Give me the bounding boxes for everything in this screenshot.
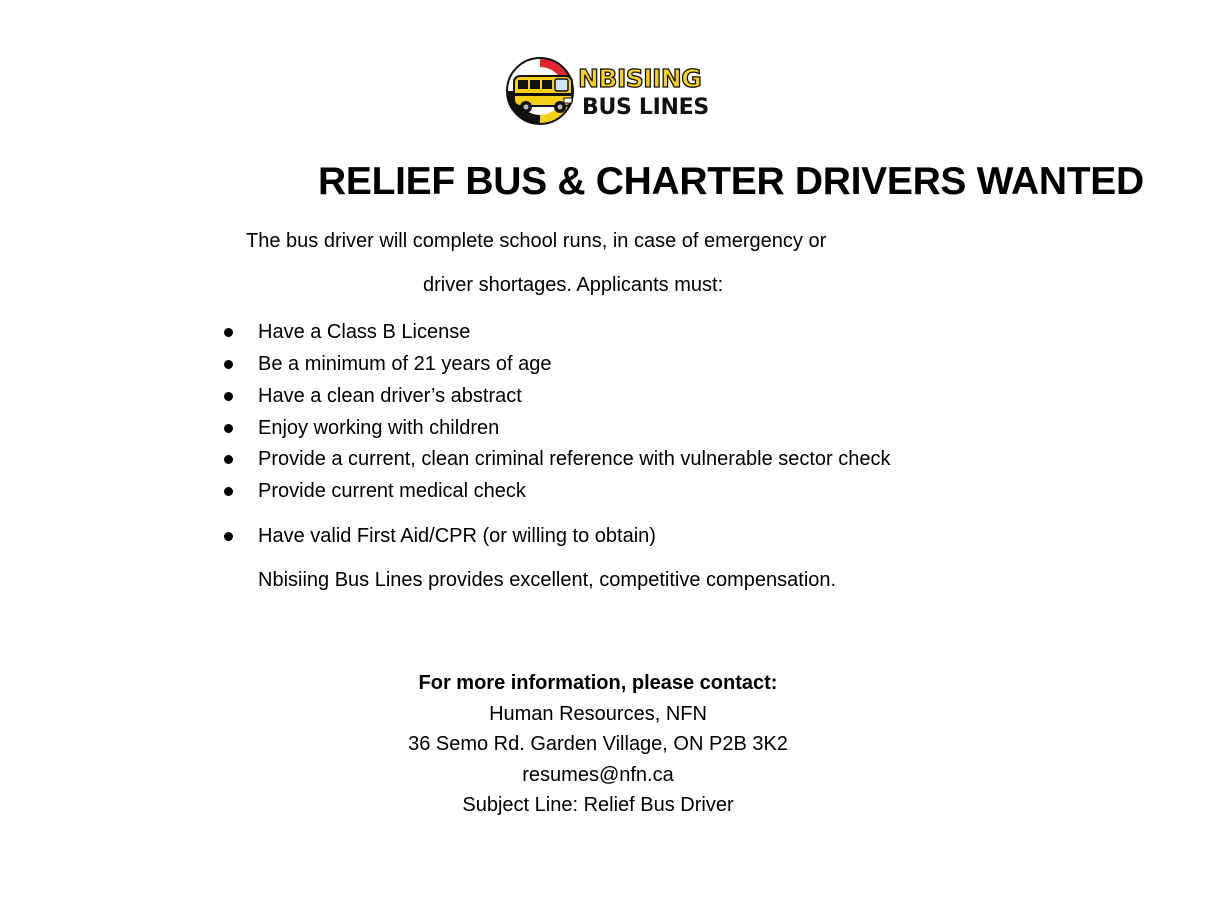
school-bus-medicine-wheel-icon [504,54,724,128]
requirement-text: Provide a current, clean criminal reference with vulnerable sector check [258,448,891,470]
bullet-icon [224,487,233,496]
page-title: RELIEF BUS & CHARTER DRIVERS WANTED [318,160,1144,203]
compensation-statement: Nbisiing Bus Lines provides excellent, competitive compensation. [258,569,837,591]
contact-heading: For more information, please contact: [418,672,778,694]
requirement-text: Be a minimum of 21 years of age [258,353,552,375]
requirement-text: Enjoy working with children [258,417,500,439]
bullet-icon [224,455,233,464]
logo-brand-line2: BUS LINES [582,95,709,120]
requirement-text: Have valid First Aid/CPR (or willing to obtain) [258,525,656,547]
bullet-icon [224,532,233,541]
contact-subject-line: Subject Line: Relief Bus Driver [462,794,734,816]
bullet-icon [224,392,233,401]
bullet-icon [224,360,233,369]
intro-line-1: The bus driver will complete school runs, in case of emergency or [246,230,827,252]
company-logo [504,54,724,128]
contact-department: Human Resources, NFN [489,702,707,725]
contact-email: resumes@nfn.ca [522,763,674,786]
requirement-text: Have a Class B License [258,321,471,343]
logo-brand-line1: NBISIING [578,64,702,93]
contact-address: 36 Semo Rd. Garden Village, ON P2B 3K2 [408,733,788,755]
requirement-text: Provide current medical check [258,480,526,502]
intro-line-2: driver shortages. Applicants must: [423,274,724,296]
contact-block [298,668,898,821]
bullet-icon [224,328,233,337]
bullet-icon [224,424,233,433]
requirement-text: Have a clean driver’s abstract [258,385,522,407]
